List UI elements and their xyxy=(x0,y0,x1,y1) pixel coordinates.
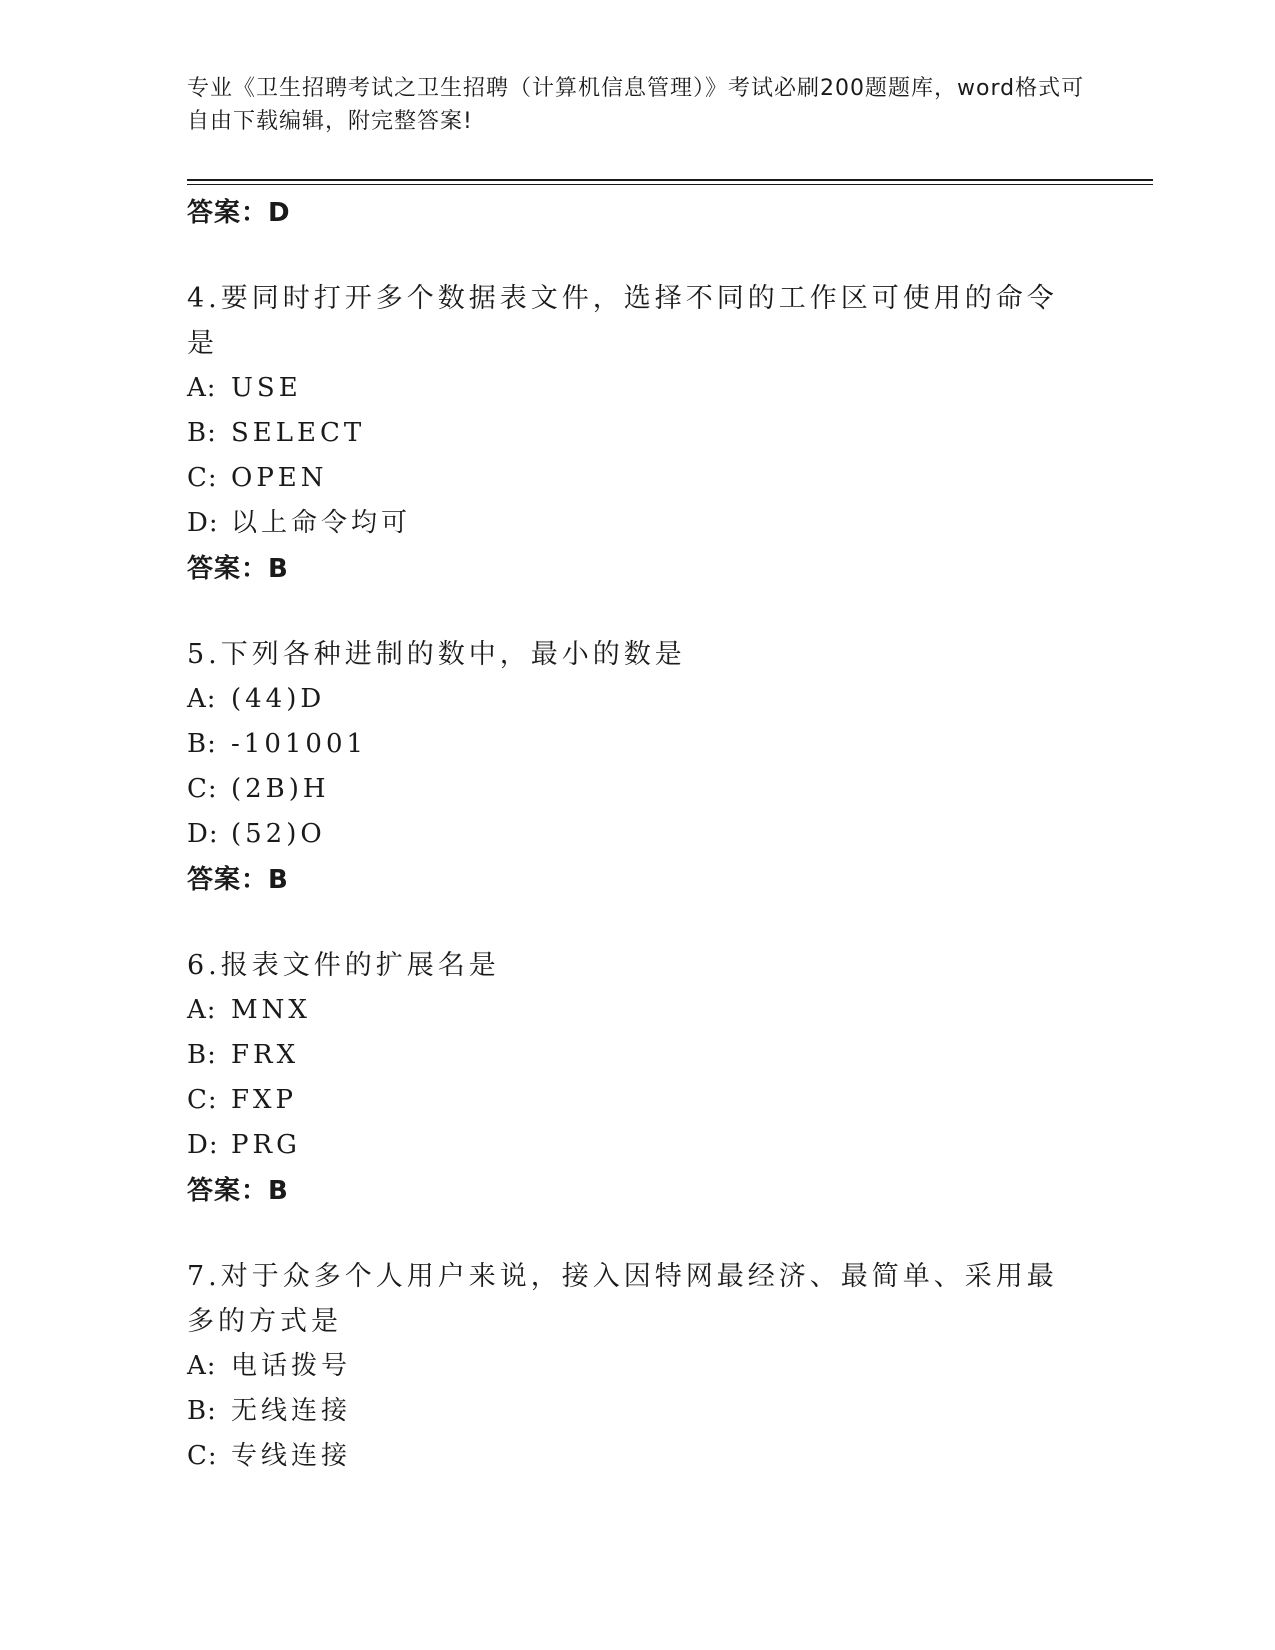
question-text: 7.对于众多个人用户来说，接入因特网最经济、最简单、采用最多的方式是 xyxy=(187,1261,1058,1337)
option-text: 无线连接 xyxy=(231,1396,352,1426)
option-text: FXP xyxy=(231,1085,298,1115)
question-block xyxy=(187,1254,1153,1479)
option-label: A: xyxy=(187,995,217,1025)
answer-line: 答案：D xyxy=(187,198,291,228)
option-c xyxy=(187,456,1153,501)
question-text: 4.要同时打开多个数据表文件，选择不同的工作区可使用的命令是 xyxy=(187,283,1058,359)
option-a xyxy=(187,677,1153,722)
question-text: 6.报表文件的扩展名是 xyxy=(187,950,500,981)
document-body xyxy=(187,190,1153,1479)
header-rule-thin xyxy=(187,184,1153,185)
option-label: B: xyxy=(187,1040,217,1070)
option-text: SELECT xyxy=(231,418,366,448)
option-b xyxy=(187,722,1153,767)
option-text: FRX xyxy=(231,1040,300,1070)
option-d xyxy=(187,1123,1153,1168)
option-label: A: xyxy=(187,373,217,403)
option-label: D: xyxy=(187,1130,219,1160)
answer-line: 答案：B xyxy=(187,554,289,584)
option-label: C: xyxy=(187,774,218,804)
option-label: A: xyxy=(187,1351,217,1381)
option-a xyxy=(187,988,1153,1033)
option-text: OPEN xyxy=(231,463,328,493)
option-text: 以上命令均可 xyxy=(231,508,412,538)
option-label: C: xyxy=(187,1441,218,1471)
option-b xyxy=(187,411,1153,456)
option-a xyxy=(187,1344,1153,1389)
option-c xyxy=(187,1434,1153,1479)
option-c xyxy=(187,1078,1153,1123)
option-text: MNX xyxy=(231,995,311,1025)
option-text: USE xyxy=(231,373,302,403)
option-a xyxy=(187,366,1153,411)
question-block xyxy=(187,276,1153,592)
option-text: 专线连接 xyxy=(231,1441,352,1471)
option-b xyxy=(187,1389,1153,1434)
option-label: D: xyxy=(187,508,219,538)
option-text: (2B)H xyxy=(231,774,330,804)
question-text: 5.下列各种进制的数中，最小的数是 xyxy=(187,639,686,670)
option-text: (52)O xyxy=(231,819,326,849)
question-block xyxy=(187,943,1153,1214)
option-label: C: xyxy=(187,1085,218,1115)
option-text: (44)D xyxy=(231,684,326,714)
option-b xyxy=(187,1033,1153,1078)
option-text: 电话拨号 xyxy=(231,1351,352,1381)
option-label: C: xyxy=(187,463,218,493)
option-text: PRG xyxy=(231,1130,301,1160)
option-label: A: xyxy=(187,684,217,714)
option-text: -101001 xyxy=(231,729,368,759)
answer-line: 答案：B xyxy=(187,865,289,895)
header-rule-thick xyxy=(187,179,1153,181)
option-label: B: xyxy=(187,729,217,759)
answer-line: 答案：B xyxy=(187,1176,289,1206)
option-label: B: xyxy=(187,1396,217,1426)
option-d xyxy=(187,501,1153,546)
document-header: 专业《卫生招聘考试之卫生招聘（计算机信息管理）》考试必刷200题题库，word格式可自由下载编辑，附完整答案! xyxy=(187,76,1085,134)
option-c xyxy=(187,767,1153,812)
question-block xyxy=(187,632,1153,903)
option-label: D: xyxy=(187,819,219,849)
option-d xyxy=(187,812,1153,857)
option-label: B: xyxy=(187,418,217,448)
